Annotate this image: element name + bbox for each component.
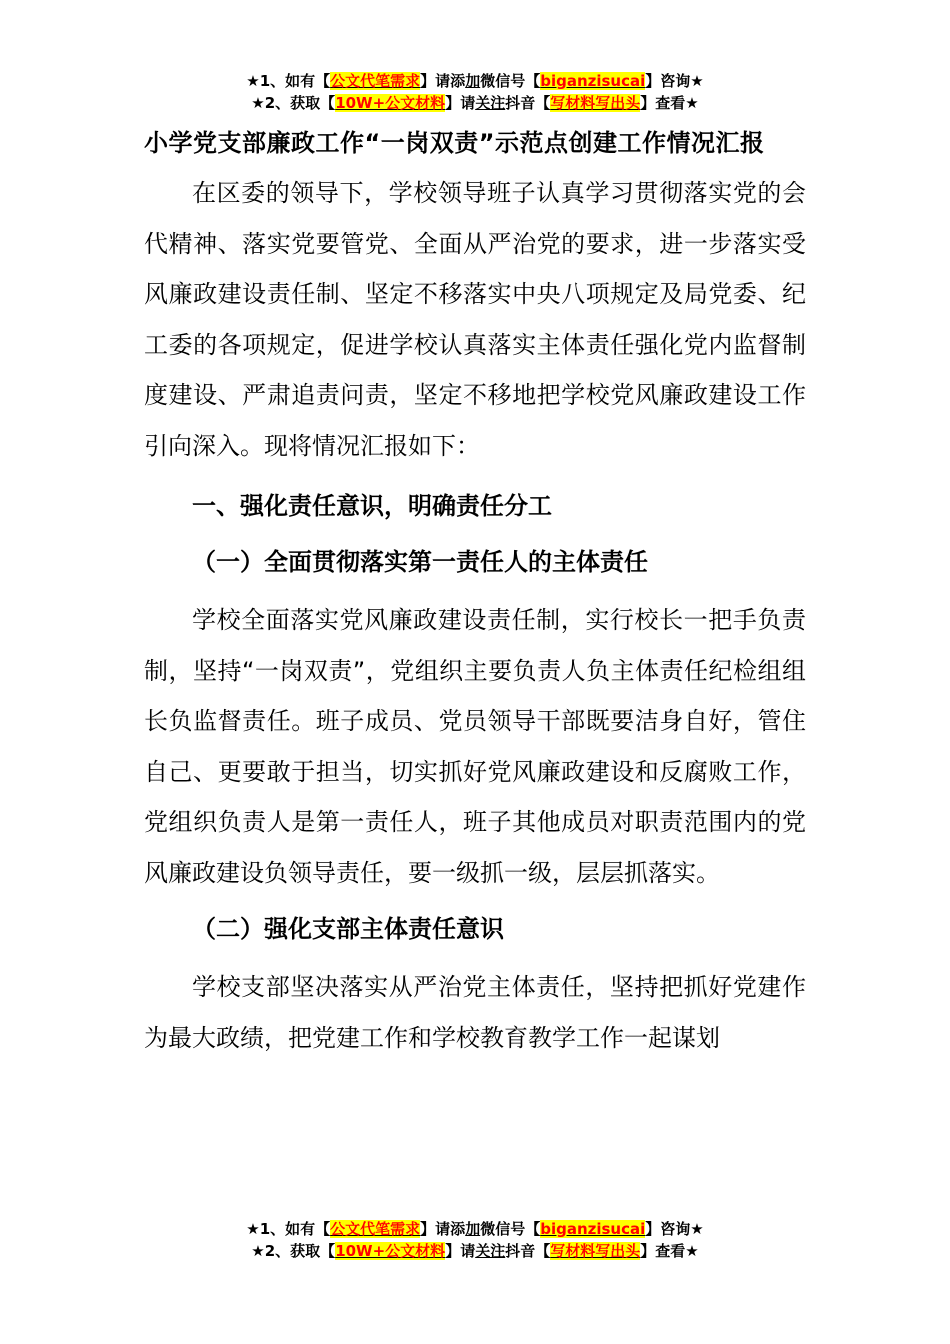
highlight-service: 公文代笔需求 — [330, 1220, 421, 1238]
promo-banner-top — [0, 70, 950, 114]
promo-line-2: ★2、获取【10W+公文材料】请关注抖音【写材料写出头】查看★ — [251, 1242, 699, 1260]
promo-line-1: ★1、如有【公文代笔需求】请添加微信号【biganzisucai】咨询★ — [246, 72, 704, 90]
document-title: 小学党支部廉政工作“一岗双责”示范点创建工作情况汇报 — [144, 129, 765, 157]
highlight-douyin: 写材料写出头 — [550, 94, 641, 112]
subsection-heading-2: （二）强化支部主体责任意识 — [192, 915, 504, 943]
highlight-materials: 10W+公文材料 — [335, 1242, 446, 1260]
highlight-wechat-id: biganzisucai — [540, 72, 646, 90]
intro-paragraph: 在区委的领导下，学校领导班子认真学习贯彻落实党的会代精神、落实党要管党、全面从严治党的要求，进一步落实受风廉政建设责任制、坚定不移落实中央八项规定及局党委、纪工委的各项规定，促进学校认真落实主体责任强化党内监督制度建设、严肃追责问责，坚定不移地把学校党风廉政建设工作引向深入。现将情况汇报如下： — [144, 179, 806, 460]
highlight-materials: 10W+公文材料 — [335, 94, 446, 112]
highlight-douyin: 写材料写出头 — [550, 1242, 641, 1260]
document-body — [144, 118, 806, 1063]
promo-line-2: ★2、获取【10W+公文材料】请关注抖音【写材料写出头】查看★ — [251, 94, 699, 112]
highlight-service: 公文代笔需求 — [330, 72, 421, 90]
section-heading-1: 一、强化责任意识，明确责任分工 — [192, 492, 552, 520]
promo-banner-bottom — [0, 1218, 950, 1262]
subsection-1-paragraph: 学校全面落实党风廉政建设责任制，实行校长一把手负责制，坚持“一岗双责”，党组织主要负责人负主体责任纪检组组长负监督责任。班子成员、党员领导干部既要洁身自好，管住自己、更要敢于担当，切实抓好党风廉政建设和反腐败工作，党组织负责人是第一责任人，班子其他成员对职责范围内的党风廉政建设负领导责任，要一级抓一级，层层抓落实。 — [144, 606, 806, 887]
subsection-2-paragraph: 学校支部坚决落实从严治党主体责任，坚持把抓好党建作为最大政绩，把党建工作和学校教育教学工作一起谋划 — [144, 973, 806, 1052]
promo-line-1: ★1、如有【公文代笔需求】请添加微信号【biganzisucai】咨询★ — [246, 1220, 704, 1238]
highlight-wechat-id: biganzisucai — [540, 1220, 646, 1238]
subsection-heading-1: （一）全面贯彻落实第一责任人的主体责任 — [192, 548, 648, 576]
